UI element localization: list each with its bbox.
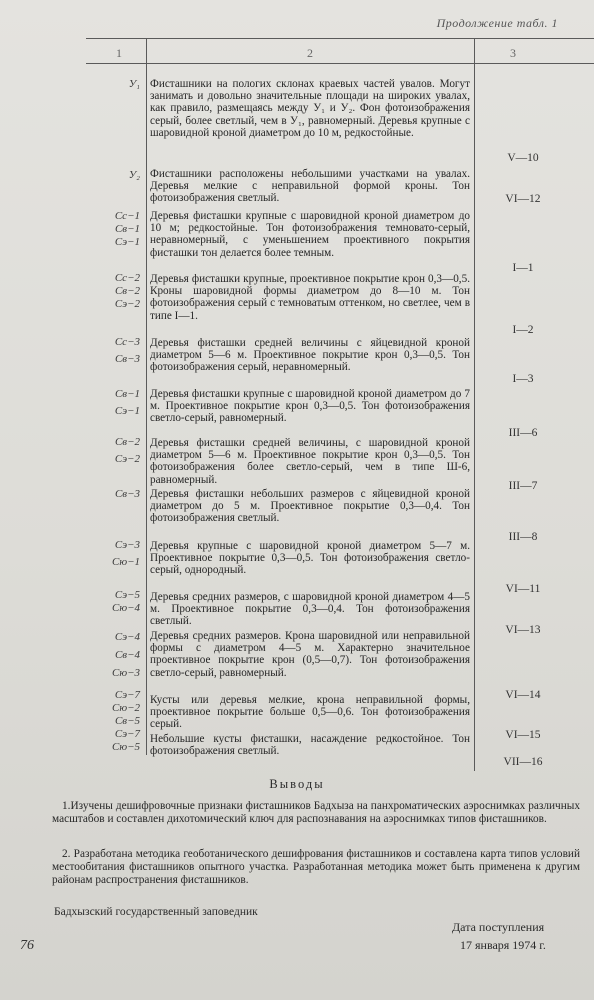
row-description: Небольшие кусты фисташки, насаждение редкостойное. Тон фотоизображения светлый.: [150, 733, 470, 758]
row-description: Деревья фисташки средней величины с яйцевидной кроной диаметром 5—6 м. Проективное покрытие крон 0,3—0,5. Тон фотоизображения серый, неравномерный.: [150, 337, 470, 374]
row-codes: [70, 488, 140, 501]
row-type: III—6: [508, 427, 538, 439]
habitat-code: Cв−2: [114, 436, 140, 448]
row-type: VI—13: [505, 624, 541, 636]
habitat-code: Cэ−7: [114, 689, 140, 701]
row-description: Деревья средних размеров. Крона шаровидной или неправильной формы с диаметром 4—5 м. Характерно значительное проективное покрытие крон (0,5—0,7). Тон фотоизображения светло-серый, равномерный.: [150, 630, 470, 679]
table-top-rule: [86, 38, 594, 39]
row-type: I—3: [512, 373, 534, 385]
habitat-code: Cв−1: [114, 223, 140, 235]
row-type: VI—12: [505, 193, 541, 205]
row-codes: [70, 388, 140, 418]
row-type: I—2: [512, 324, 534, 336]
habitat-code: Cэ−5: [114, 589, 140, 601]
habitat-code: Cэ−1: [114, 405, 140, 417]
habitat-code: Cэ−2: [114, 453, 140, 465]
habitat-code: Cю−3: [111, 667, 140, 679]
habitat-code: Cю−2: [111, 702, 140, 714]
row-codes: [70, 631, 140, 680]
habitat-code: Cэ−3: [114, 539, 140, 551]
habitat-code: Cв−4: [114, 649, 140, 661]
row-codes: [70, 436, 140, 466]
habitat-code: У₂: [128, 169, 140, 181]
row-description: Деревья фисташки крупные с шаровидной кроной диаметром до 7 м. Проективное покрытие крон 0,3—0,5. Тон фотоизображения светло-серый, равномерный.: [150, 388, 470, 425]
habitat-code: Cс−2: [114, 272, 140, 284]
row-type: I—1: [512, 262, 534, 274]
habitat-code: Cэ−4: [114, 631, 140, 643]
habitat-code: Cю−1: [111, 556, 140, 568]
row-type: III—7: [508, 480, 538, 492]
habitat-code: Cэ−2: [114, 298, 140, 310]
row-type: VI—11: [505, 583, 541, 595]
row-description: Деревья фисташки крупные, проективное покрытие крон 0,3—0,5. Кроны шаровидной формы диаметром до 8—10 м. Тон фотоизображения серый с темноватым оттенком, но светлее, чем в типе I—1.: [150, 273, 470, 322]
received-date-label: Дата поступления: [452, 920, 545, 934]
row-description: Деревья фисташки средней величины, с шаровидной кроной диаметром 5—6 м. Проективное покрытие крон 0,3—0,5. Тон фотоизображения более светло-серый, чем в типе Ш-6, равномерный.: [150, 437, 470, 486]
habitat-code: Cэ−7: [114, 728, 140, 740]
row-description: Кусты или деревья мелкие, крона неправильной формы, проективное покрытие больше 0,5—0,6. Тон фотоизображения серый.: [150, 694, 470, 731]
habitat-code: Cв−1: [114, 388, 140, 400]
row-codes: [70, 169, 140, 182]
row-type: VII—16: [503, 756, 543, 768]
row-description: Деревья крупные с шаровидной кроной диаметром 5—7 м. Проективное покрытие 0,3—0,5. Тон фотоизображения светло-серый, однородный.: [150, 540, 470, 577]
habitat-code: Cв−3: [114, 353, 140, 365]
row-description: Деревья средних размеров, с шаровидной кроной диаметром 4—5 м. Проективное покрытие 0,3—0,4. Тон фотоизображения светлый.: [150, 591, 470, 628]
habitat-code: Cв−5: [114, 715, 140, 727]
row-codes: [70, 78, 140, 91]
row-description: Деревья фисташки крупные с шаровидной кроной диаметром до 10 м; редкостойные. Тон фотоизображения темновато-серый, неравномерный, с уменьшением проективного покрытия фисташки тон делается более темным.: [150, 210, 470, 259]
habitat-code: Cв−3: [114, 488, 140, 500]
row-type: VI—14: [505, 689, 541, 701]
habitat-code: Cс−1: [114, 210, 140, 222]
habitat-code: Cю−5: [111, 741, 140, 753]
row-description: Фисташники расположены небольшими участками на увалах. Деревья мелкие с неправильной формой кроны. Тон фотоизображения светлый.: [150, 168, 470, 205]
habitat-code: Cю−4: [111, 602, 140, 614]
row-description: Фисташники на пологих склонах краевых частей увалов. Могут занимать и довольно значительные площади на широких увалах, как правило, размещаясь между У₁ и У₂. Фон фотоизображения серый, более светлый, чем в У₁, равномерный. Деревья крупные с шаровидной кроной диаметром до 10 м, редкостойные.: [150, 78, 470, 139]
row-codes: [70, 272, 140, 311]
table-continuation-label: Продолжение табл. 1: [436, 16, 558, 30]
row-codes: [70, 539, 140, 569]
conclusions-heading: Выводы: [269, 777, 325, 791]
row-type: III—8: [508, 531, 538, 543]
habitat-code: Cв−2: [114, 285, 140, 297]
row-codes: [70, 689, 140, 728]
row-type: VI—15: [505, 729, 541, 741]
row-description: Деревья фисташки небольших размеров с яйцевидной кроной диаметром до 5 м. Проективное покрытие 0,3—0,4. Тон фотоизображения светлый.: [150, 488, 470, 525]
page-number: 76: [20, 938, 34, 953]
row-codes: [70, 210, 140, 249]
institution-name: Бадхызский государственный заповедник: [54, 906, 258, 918]
column-number-3: 3: [510, 46, 516, 60]
habitat-code: Cс−3: [114, 336, 140, 348]
habitat-code: Cэ−1: [114, 236, 140, 248]
column-divider-1: [146, 38, 147, 755]
conclusion-paragraph-1: 1.Изучены дешифровочные признаки фисташников Бадхыза на панхроматических аэроснимках различных масштабов и составлен дихотомический ключ для распознавания на аэроснимках типов фисташников.: [52, 800, 580, 825]
habitat-code: У₁: [128, 78, 140, 90]
row-codes: [70, 336, 140, 366]
row-type: V—10: [507, 152, 539, 164]
received-date-value: 17 января 1974 г.: [460, 938, 546, 952]
column-number-2: 2: [307, 46, 313, 60]
table-header-rule: [86, 63, 594, 64]
row-codes: [70, 728, 140, 754]
column-divider-2: [474, 38, 475, 771]
column-number-1: 1: [116, 46, 122, 60]
conclusion-paragraph-2: 2. Разработана методика геоботанического дешифрования фисташников и составлена карта типов условий местообитания фисташников опытного участка. Разработанная методика может быть применена к другим районам распространения фисташников.: [52, 848, 580, 886]
row-codes: [70, 589, 140, 615]
